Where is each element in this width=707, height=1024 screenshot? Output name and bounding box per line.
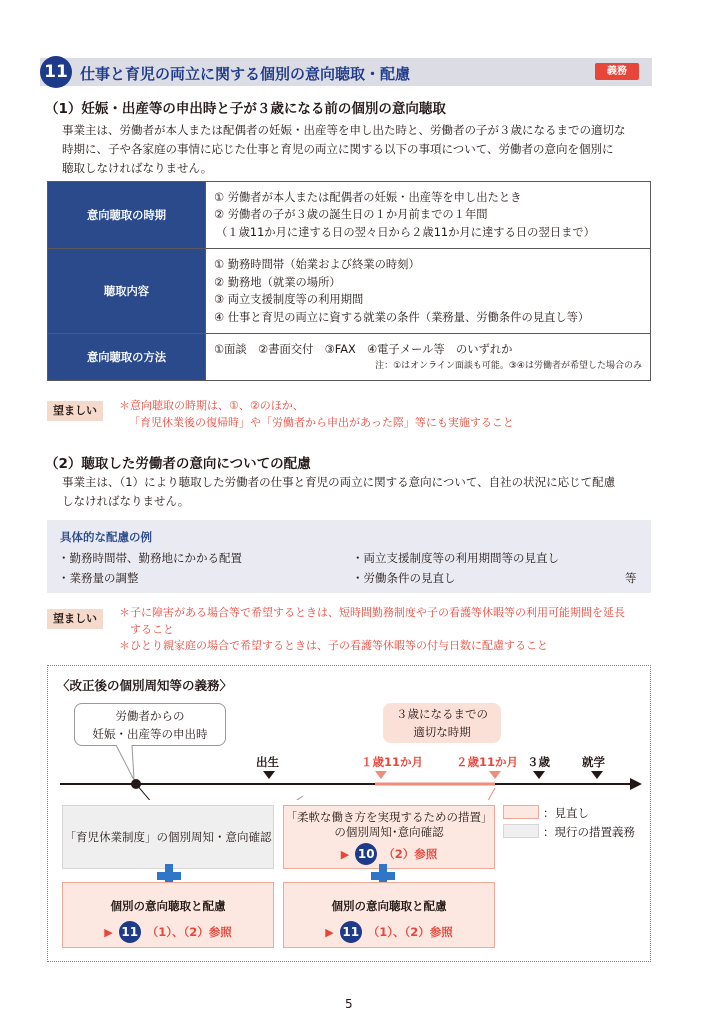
childcare-leave-notice-box: 「育児休業制度」の個別周知・意向確認 [62, 805, 274, 869]
timeline-title: 〈改正後の個別周知等の義務〉 [57, 678, 233, 693]
reference-10: ▶ 10 （2）参照 [284, 843, 494, 865]
section-number-circle: 11 [119, 921, 141, 943]
legend-label-current: ：現行の措置義務 [543, 825, 635, 839]
table-header-timing: 意向聴取の時期 [48, 182, 206, 249]
legend-label-revision: ：見直し [543, 806, 589, 820]
label-birth: 出生 [256, 755, 279, 769]
subsection-2-body: 事業主は、（1）により聴取した労働者の仕事と育児の両立に関する意向について、自社の状況に応じて配慮 しなければなりません。 [62, 475, 616, 508]
label-1y11m: １歳11か月 [361, 755, 424, 769]
table-row [48, 249, 651, 334]
label-3y: ３歳 [527, 755, 550, 769]
label-2y11m: ２歳11か月 [456, 755, 519, 769]
bubble-pregnancy-notification: 労働者からの 妊娠・出産等の申出時 [74, 703, 226, 746]
legend-swatch-revision [503, 805, 539, 819]
timeline-arrow [55, 766, 645, 800]
table-row [48, 334, 651, 381]
section-title: 仕事と育児の両立に関する個別の意向聴取・配慮 [80, 65, 411, 83]
example-item: ・勤務時間帯、勤務地にかかる配置 [58, 551, 242, 565]
desirable-tag: 望ましい [47, 401, 103, 421]
interview-requirements-table [47, 181, 651, 381]
example-item: ・労働条件の見直し [352, 571, 456, 585]
desirable-note-2: ＊子に障害がある場合等で希望するときは、短時間勤務制度や子の看護等休暇等の利用可能期間を延長 すること ＊ひとり親家庭の場合で希望するときは、子の看護等休暇等の付与日数に配慮すること [119, 606, 625, 652]
bubble-appropriate-time: ３歳になるまでの 適切な時期 [383, 703, 501, 743]
desirable-note-1: ＊意向聴取の時期は、①、②のほか、 「育児休業後の復帰時」や「労働者から申出があった際」等にも実施すること [119, 399, 514, 429]
page-number: 5 [345, 997, 353, 1011]
reference-11: ▶ 11 （1）、（2）参照 [63, 921, 273, 943]
subsection-2-title: （2）聴取した労働者の意向についての配慮 [45, 456, 311, 472]
example-item: ・業務量の調整 [58, 571, 139, 585]
table-cell-timing: ① 労働者が本人または配偶者の妊娠・出産等を申し出たとき ② 労働者の子が３歳の誕生日の１か月前までの１年間 （１歳11か月に達する日の翌々日から２歳11か月に達する日の翌日まで） [206, 182, 651, 249]
section-number-circle: 11 [340, 921, 362, 943]
table-cell-content: ① 勤務時間帯（始業および終業の時刻） ② 勤務地（就業の場所） ③ 両立支援制度等の利用期間 ④ 仕事と育児の両立に資する就業の条件（業務量、労働条件の見直し等） [206, 249, 651, 334]
individual-interview-box-right: 個別の意向聴取と配慮 ▶ 11 （1）、（2）参照 [283, 882, 495, 948]
play-triangle-icon: ▶ [325, 925, 334, 939]
section-number-badge: 11 [40, 56, 72, 88]
flexible-work-notice-box: 「柔軟な働き方を実現するための措置」 の個別周知･意向確認 ▶ 10 （2）参照 [283, 805, 495, 869]
examples-title: 具体的な配慮の例 [60, 530, 152, 544]
subsection-1-body: 事業主は、労働者が本人または配偶者の妊娠・出産等を申し出た時と、労働者の子が３歳になるまでの適切な 時期に、子や各家庭の事情に応じた仕事と育児の両立に関する以下の事項について、労働者の意向を個別に 聴取しなければなりません。 [62, 123, 626, 175]
individual-interview-box-left: 個別の意向聴取と配慮 ▶ 11 （1）、（2）参照 [62, 882, 274, 948]
table-row [48, 182, 651, 249]
label-school: 就学 [582, 755, 605, 769]
example-etc: 等 [625, 571, 637, 585]
play-triangle-icon: ▶ [104, 925, 113, 939]
method-note: 注：①はオンライン面談も可能。③④は労働者が希望した場合のみ [375, 360, 642, 371]
play-triangle-icon: ▶ [340, 847, 350, 861]
example-item: ・両立支援制度等の利用期間等の見直し [352, 551, 559, 565]
table-header-content: 聴取内容 [48, 249, 206, 334]
reference-11: ▶ 11 （1）、（2）参照 [284, 921, 494, 943]
subsection-1-title: （1）妊娠・出産等の申出時と子が３歳になる前の個別の意向聴取 [45, 101, 446, 117]
desirable-tag: 望ましい [47, 609, 103, 629]
table-cell-method: ①面談 ②書面交付 ③FAX ④電子メール等 のいずれか 注：①はオンライン面談も可能。③④は労働者が希望した場合のみ [206, 334, 651, 381]
obligation-badge: 義務 [595, 63, 639, 80]
section-number-circle: 10 [355, 843, 377, 865]
legend-swatch-current [503, 824, 539, 838]
table-header-method: 意向聴取の方法 [48, 334, 206, 381]
